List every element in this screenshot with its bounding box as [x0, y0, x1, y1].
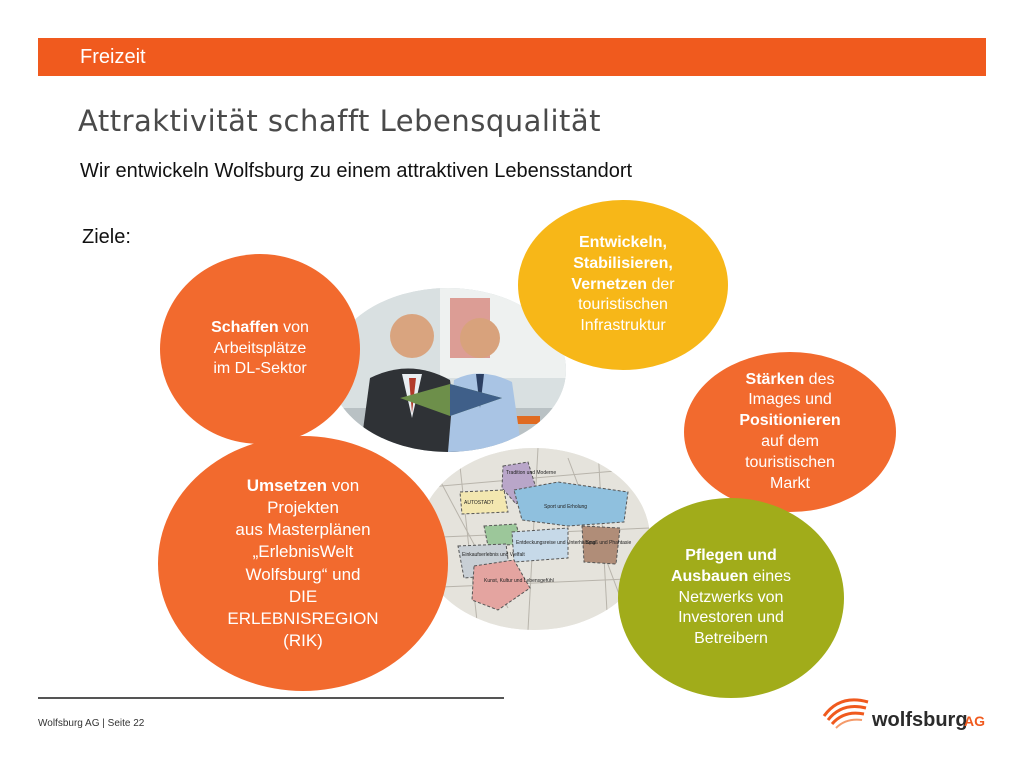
masterplan-map [418, 448, 650, 630]
goal-bubble-infrastructure: Entwickeln, Stabilisieren, Vernetzen der touristischen Infrastruktur [518, 200, 728, 370]
map-label-tradition: Tradition und Moderne [506, 470, 557, 476]
section-label: Freizeit [80, 46, 146, 68]
goals-label: Ziele: [82, 226, 131, 248]
logo-wordmark: wolfsburg [872, 709, 968, 731]
goal-bubble-jobs: Schaffen von Arbeitsplätze im DL-Sektor [160, 254, 360, 444]
footer-page-info: Wolfsburg AG | Seite 22 [38, 718, 145, 729]
goal-bubble-image: Stärken des Images und Positionieren auf dem touristischen Markt [684, 352, 896, 512]
goal-bubble-projects: Umsetzen von Projekten aus Masterplänen „ErlebnisWelt Wolfsburg“ und DIE ERLEBNISREGION (RIK) [158, 436, 448, 691]
map-label-entdeckung: Entdeckungsreise und Unterhaltung [516, 540, 596, 546]
wolfsburg-ag-logo [820, 690, 990, 740]
footer-divider [38, 697, 504, 699]
goal-jobs-bold: Schaffen [211, 318, 279, 336]
map-label-autostadt: AUTOSTADT [464, 500, 494, 506]
page-title: Attraktivität schafft Lebensqualität [78, 104, 602, 138]
logo-suffix: AG [964, 713, 985, 729]
map-label-spass: Spaß und Phantasie [586, 540, 632, 546]
map-label-einkauf: Einkaufserlebnis und Vielfalt [462, 552, 525, 558]
map-label-sport: Sport und Erholung [544, 504, 588, 510]
map-label-kunst: Kunst, Kultur und Lebensgefühl [484, 578, 554, 584]
section-header-bar [38, 38, 986, 76]
goal-bubble-network: Pflegen und Ausbauen eines Netzwerks von Investoren und Betreibern [618, 498, 844, 698]
page-subtitle: Wir entwickeln Wolfsburg zu einem attraktiven Lebensstandort [80, 160, 633, 182]
